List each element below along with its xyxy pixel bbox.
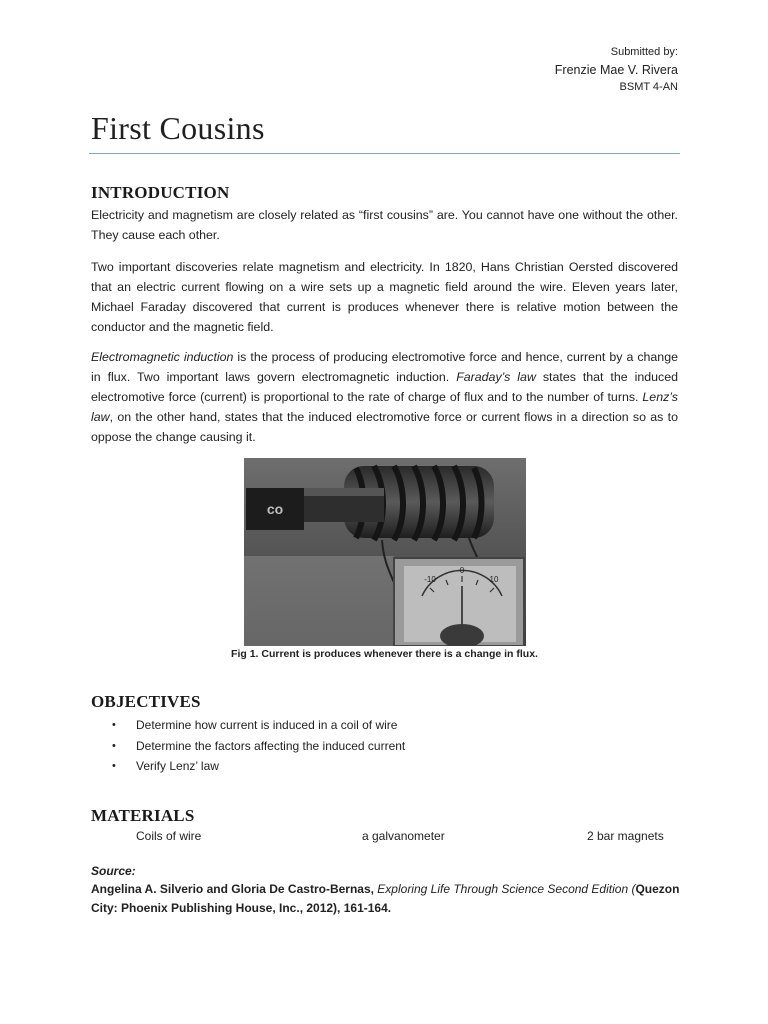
source-label: Source: [91, 864, 136, 878]
author-name: Frenzie Mae V. Rivera [554, 63, 678, 77]
meter-scale-mid: 0 [459, 566, 465, 575]
magnet-mark: co [266, 501, 284, 517]
figure-caption: Fig 1. Current is produces whenever there is a change in flux. [231, 648, 538, 660]
section-label: BSMT 4-AN [619, 81, 678, 93]
list-item-text: Verify Lenz’ law [136, 759, 219, 773]
page-title: First Cousins [91, 110, 265, 146]
figure-1-image [244, 458, 526, 646]
term-electromagnetic-induction: Electromagnetic induction [91, 350, 234, 364]
list-item [112, 715, 405, 736]
list-item [112, 756, 405, 777]
induction-apparatus-illustration [244, 458, 526, 646]
list-item-text: Determine the factors affecting the induced current [136, 738, 406, 753]
submission-info [555, 44, 678, 96]
material-item: a galvanometer [362, 829, 445, 843]
paragraph-text: , on the other hand, states that the induced electromotive force or current flows in a direction so as to oppose the change causing it. [91, 410, 678, 444]
intro-paragraph-3 [91, 347, 678, 447]
paragraph-text: states that the induced electromotive force (current) is proportional to the rate of charge of flux and to the number of turns. [91, 370, 679, 404]
objectives-list [112, 715, 405, 777]
intro-paragraph-1: Electricity and magnetism are closely related as “first cousins” are. You cannot have one without the other. They cause each other. [91, 208, 678, 242]
submitted-by-label: Submitted by: [610, 46, 678, 58]
bullet-icon: • [112, 739, 116, 752]
galvanometer [394, 558, 524, 646]
term-faradays-law: Faraday’s law [456, 370, 536, 384]
intro-paragraph-2: Two important discoveries relate magnetism and electricity. In 1820, Hans Christian Oersted discovered that an electric current flowing on a wire sets up a magnetic field around the wire. Eleven years later, Michael Faraday discovered that current is produces whenever there is relative motion between the conductor and the magnetic field. [91, 260, 678, 334]
list-item-text: Determine how current is induced in a coil of wire [136, 718, 398, 732]
title-divider [89, 153, 680, 154]
meter-scale-left: -10 [424, 575, 436, 584]
materials-heading: MATERIALS [91, 806, 195, 825]
material-item: 2 bar magnets [587, 829, 664, 843]
material-item: Coils of wire [136, 829, 202, 843]
bullet-icon: • [112, 760, 116, 772]
term-lenzs-law: Lenz’s law [91, 390, 678, 424]
objectives-heading: OBJECTIVES [91, 692, 201, 711]
source-citation [91, 880, 681, 918]
list-item [112, 736, 405, 757]
introduction-heading: INTRODUCTION [91, 183, 230, 202]
paragraph-text: is the process of producing electromotive force and hence, current by a change in flux. Two important laws govern electromagnetic induction. [91, 350, 678, 384]
meter-scale-right: 10 [489, 575, 499, 584]
citation-authors: Angelina A. Silverio and Gloria De Castro-Bernas, [91, 882, 378, 896]
bullet-icon: • [112, 719, 116, 731]
citation-publication: Quezon City: Phoenix Publishing House, Inc., 2012), 161-164. [91, 882, 680, 915]
citation-book-title: Exploring Life Through Science Second Edition ( [377, 882, 636, 896]
